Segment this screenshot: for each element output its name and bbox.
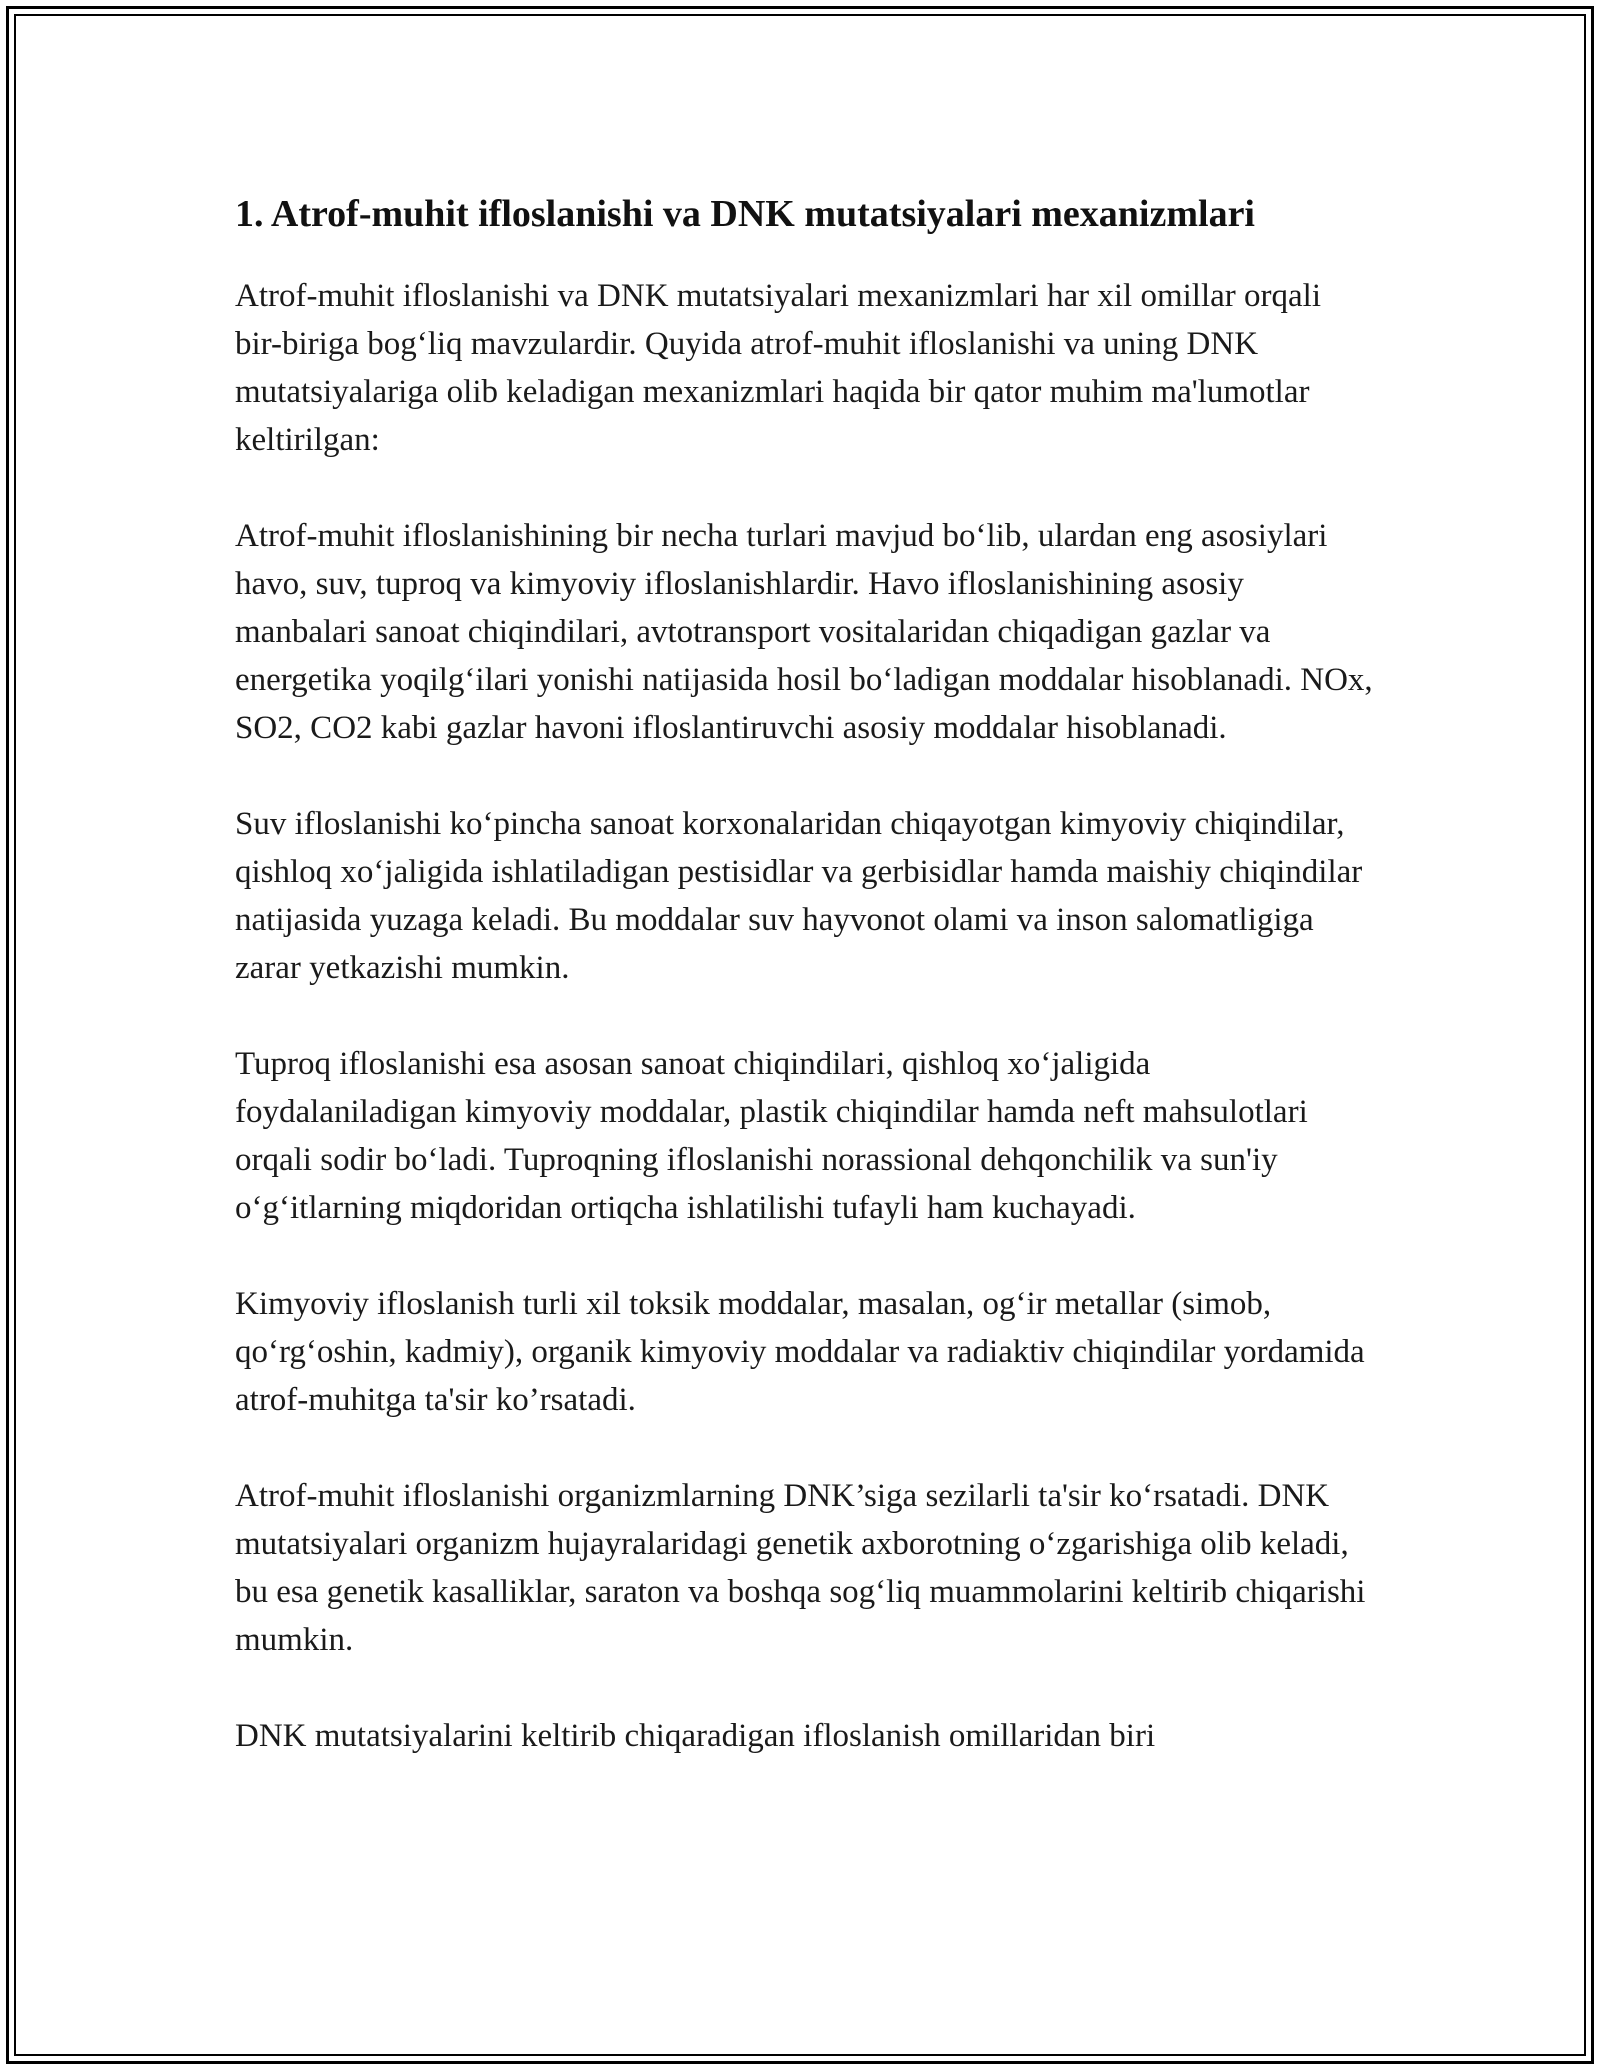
paragraph-pollution-types: Atrof-muhit ifloslanishining bir necha turlari mavjud bo‘lib, ulardan eng asosiylari havo, suv, tuproq va kimyoviy ifloslanishlardir. Havo ifloslanishining asosiy manbalari sanoat chiqindilari, avtotransport vositalaridan chiqadigan gazlar va energetika yoqilg‘ilari yonishi natijasida hosil bo‘ladigan moddalar hisoblanadi. NOx, SO2, CO2 kabi gazlar havoni ifloslantiruvchi asosiy moddalar hisoblanadi. (235, 518, 1373, 746)
paragraph-dna-effects: Atrof-muhit ifloslanishi organizmlarning DNK’siga sezilarli ta'sir ko‘rsatadi. DNK mutatsiyalari organizm hujayralaridagi genetik axborotning o‘zgarishiga olib keladi, bu esa genetik kasalliklar, saraton va boshqa sog‘liq muammolarini keltirib chiqarishi mumkin. (235, 1478, 1366, 1658)
section-heading: 1. Atrof-muhit ifloslanishi va DNK mutatsiyalari mexanizmlari (235, 193, 1255, 235)
paragraph-dna-factors: DNK mutatsiyalarini keltirib chiqaradigan ifloslanish omillaridan biri (235, 1718, 1156, 1754)
paragraph-chemical-pollution: Kimyoviy ifloslanish turli xil toksik moddalar, masalan, og‘ir metallar (simob, qo‘rg‘oshin, kadmiy), organik kimyoviy moddalar va radiaktiv chiqindilar yordamida atrof-muhitga ta'sir ko’rsatadi. (235, 1286, 1365, 1418)
paragraph-soil-pollution: Tuproq ifloslanishi esa asosan sanoat chiqindilari, qishloq xo‘jaligida foydalaniladigan kimyoviy moddalar, plastik chiqindilar hamda neft mahsulotlari orqali sodir bo‘ladi. Tuproqning ifloslanishi norassional dehqonchilik va sun'iy o‘g‘itlarning miqdoridan ortiqcha ishlatilishi tufayli ham kuchayadi. (235, 1046, 1308, 1226)
paragraph-intro: Atrof-muhit ifloslanishi va DNK mutatsiyalari mexanizmlari har xil omillar orqali bir-biriga bog‘liq mavzulardir. Quyida atrof-muhit ifloslanishi va uning DNK mutatsiyalariga olib keladigan mexanizmlari haqida bir qator muhim ma'lumotlar keltirilgan: (235, 278, 1321, 458)
paragraph-water-pollution: Suv ifloslanishi ko‘pincha sanoat korxonalaridan chiqayotgan kimyoviy chiqindilar, qishloq xo‘jaligida ishlatiladigan pestisidlar va gerbisidlar hamda maishiy chiqindilar natijasida yuzaga keladi. Bu moddalar suv hayvonot olami va inson salomatligiga zarar yetkazishi mumkin. (235, 806, 1363, 986)
document-body (235, 188, 1375, 1808)
